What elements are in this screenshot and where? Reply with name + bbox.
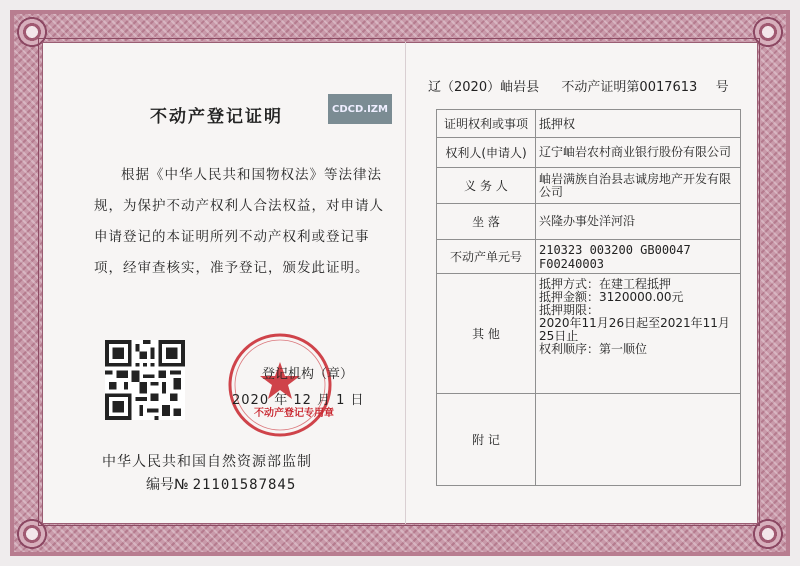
row-value xyxy=(536,274,741,394)
row-label: 不动产单元号 xyxy=(437,240,536,274)
cert-suffix: 号 xyxy=(715,80,729,95)
row-value: 抵押权 xyxy=(536,110,741,138)
row-value: 岫岩满族自治县志诚房地产开发有限公司 xyxy=(536,168,741,204)
year: （2020） xyxy=(441,80,501,95)
seal-text: 不动产登记专用章 xyxy=(254,408,334,419)
table-row xyxy=(437,168,741,204)
row-label: 附 记 xyxy=(437,394,536,486)
row-value xyxy=(536,394,741,486)
certificate-number-line xyxy=(428,76,778,95)
registration-agency-label: 登记机构（章） xyxy=(262,367,354,382)
cert-number: 0017613 xyxy=(639,80,698,95)
row-value: 兴隆办事处洋河沿 xyxy=(536,204,741,240)
other-line: 2020年11月26日起至2021年11月25日止 xyxy=(539,316,730,343)
serial-label: 编号№ xyxy=(146,477,189,493)
supervisor-text: 中华人民共和国自然资源部监制 xyxy=(102,454,312,470)
serial-number: 21101587845 xyxy=(192,477,297,493)
row-label: 其 他 xyxy=(437,274,536,394)
certificate-body-text: 根据《中华人民共和国物权法》等法律法规，为保护不动产权利人合法权益，对申请人申请登记的本证明所列不动产权利或登记事项，经审查核实，准予登记，颁发此证明。 xyxy=(94,167,384,276)
table-row xyxy=(437,204,741,240)
qr-code xyxy=(105,340,185,420)
row-label: 证明权利或事项 xyxy=(437,110,536,138)
table-row xyxy=(437,394,741,486)
table-row xyxy=(437,240,741,274)
table-row xyxy=(437,138,741,168)
official-seal xyxy=(225,330,335,440)
center-divider xyxy=(405,42,406,524)
province-abbr: 辽 xyxy=(428,80,442,95)
row-label: 坐 落 xyxy=(437,204,536,240)
row-label: 权利人(申请人) xyxy=(437,138,536,168)
row-value: 210323 003200 GB00047 F00240003 xyxy=(536,240,741,274)
other-line: 抵押期限： xyxy=(539,303,600,317)
table-row xyxy=(437,274,741,394)
other-line: 权利顺序：第一顺位 xyxy=(539,342,648,356)
serial-line xyxy=(146,474,296,494)
other-line: 抵押金额：3120000.00元 xyxy=(539,290,684,304)
logo-mark: CDCD.IZM xyxy=(328,94,392,124)
county: 岫岩县 xyxy=(500,80,540,95)
cert-label: 不动产证明第 xyxy=(561,80,640,95)
registration-date: 2020 年 12 月 1 日 xyxy=(232,393,365,408)
other-line: 抵押方式：在建工程抵押 xyxy=(539,277,672,291)
certificate-title: 不动产登记证明 xyxy=(150,107,283,127)
row-label: 义 务 人 xyxy=(437,168,536,204)
row-value: 辽宁岫岩农村商业银行股份有限公司 xyxy=(536,138,741,168)
table-row xyxy=(437,110,741,138)
certificate-details-table xyxy=(436,109,741,486)
